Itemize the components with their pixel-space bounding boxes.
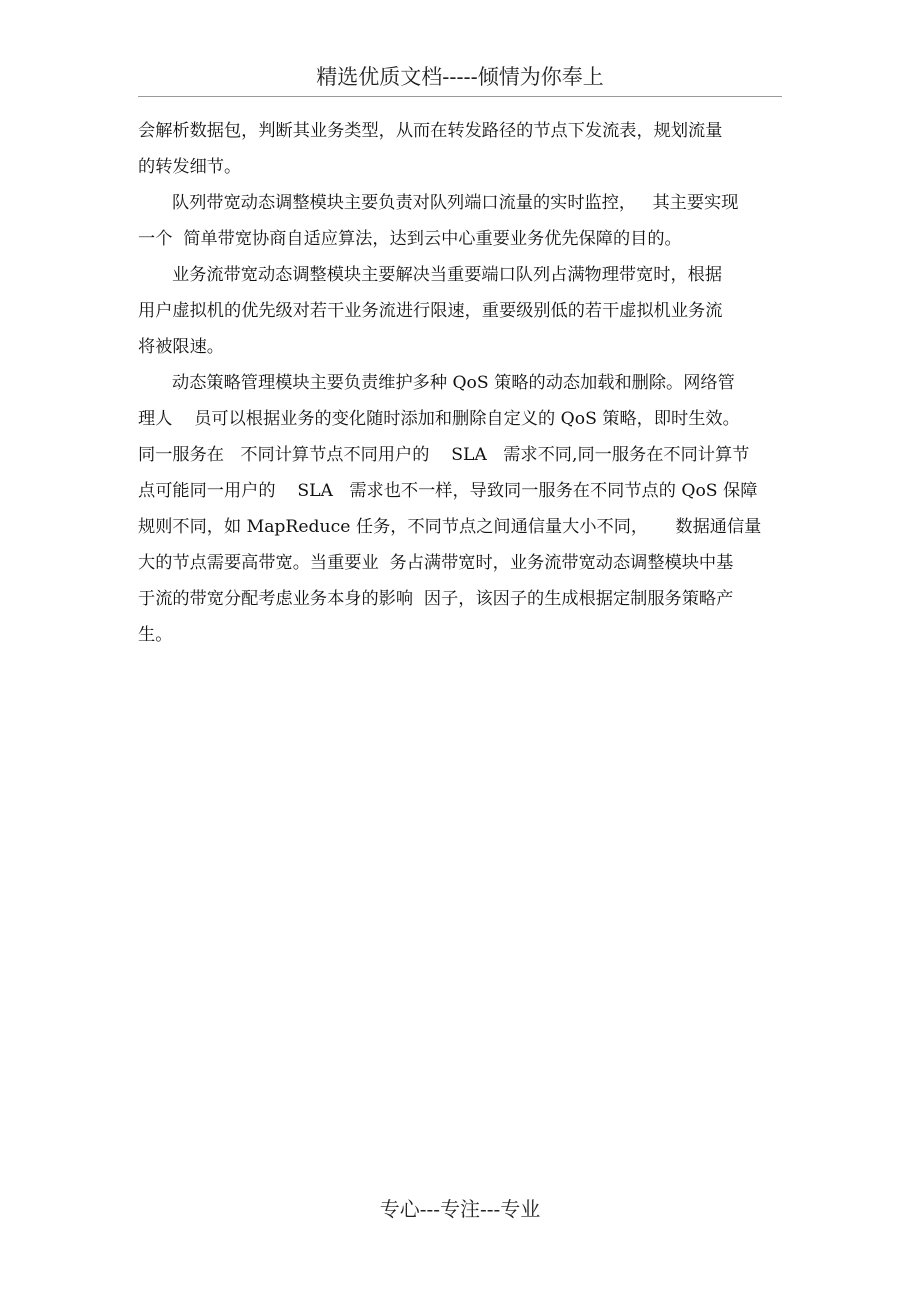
paragraph-4-line-1: 动态策略管理模块主要负责维护多种 QoS 策略的动态加载和删除。网络管 [172, 373, 735, 393]
header-title: 精选优质文档-----倾情为你奉上 [316, 65, 604, 89]
paragraph-1-line-1: 会解析数据包，判断其业务类型，从而在转发路径的节点下发流表，规划流量 [138, 121, 723, 141]
paragraph-2-line-1: 队列带宽动态调整模块主要负责对队列端口流量的实时监控， 其主要实现 [172, 193, 739, 213]
paragraph-3-line-2: 用户虚拟机的优先级对若干业务流进行限速，重要级别低的若干虚拟机业务流 [138, 301, 723, 321]
page-footer [0, 1195, 920, 1223]
footer-text: 专心---专注---专业 [379, 1197, 541, 1221]
paragraph-4-line-6: 大的节点需要高带宽。当重要业 务占满带宽时，业务流带宽动态调整模块中基 [138, 553, 734, 573]
page-header [138, 62, 782, 97]
paragraph-2-line-2: 一个 简单带宽协商自适应算法，达到云中心重要业务优先保障的目的。 [138, 229, 682, 249]
paragraph-3-line-3: 将被限速。 [138, 337, 224, 357]
paragraph-1-line-2: 的转发细节。 [138, 157, 242, 177]
paragraph-4-line-4: 点可能同一用户的 SLA 需求也不一样，导致同一服务在不同节点的 QoS 保障 [138, 481, 758, 501]
paragraph-4-line-7: 于流的带宽分配考虑业务本身的影响 因子，该因子的生成根据定制服务策略产 [138, 589, 734, 609]
paragraph-4-line-2: 理人 员可以根据业务的变化随时添加和删除自定义的 QoS 策略，即时生效。 [138, 409, 740, 429]
paragraph-4-line-5: 规则不同，如 MapReduce 任务，不同节点之间通信量大小不同， 数据通信量 [138, 517, 762, 537]
paragraph-4-line-8: 生。 [138, 625, 173, 645]
paragraph-3-line-1: 业务流带宽动态调整模块主要解决当重要端口队列占满物理带宽时，根据 [172, 265, 723, 285]
document-body [138, 113, 782, 653]
paragraph-4-line-3: 同一服务在 不同计算节点不同用户的 SLA 需求不同,同一服务在不同计算节 [138, 445, 750, 465]
